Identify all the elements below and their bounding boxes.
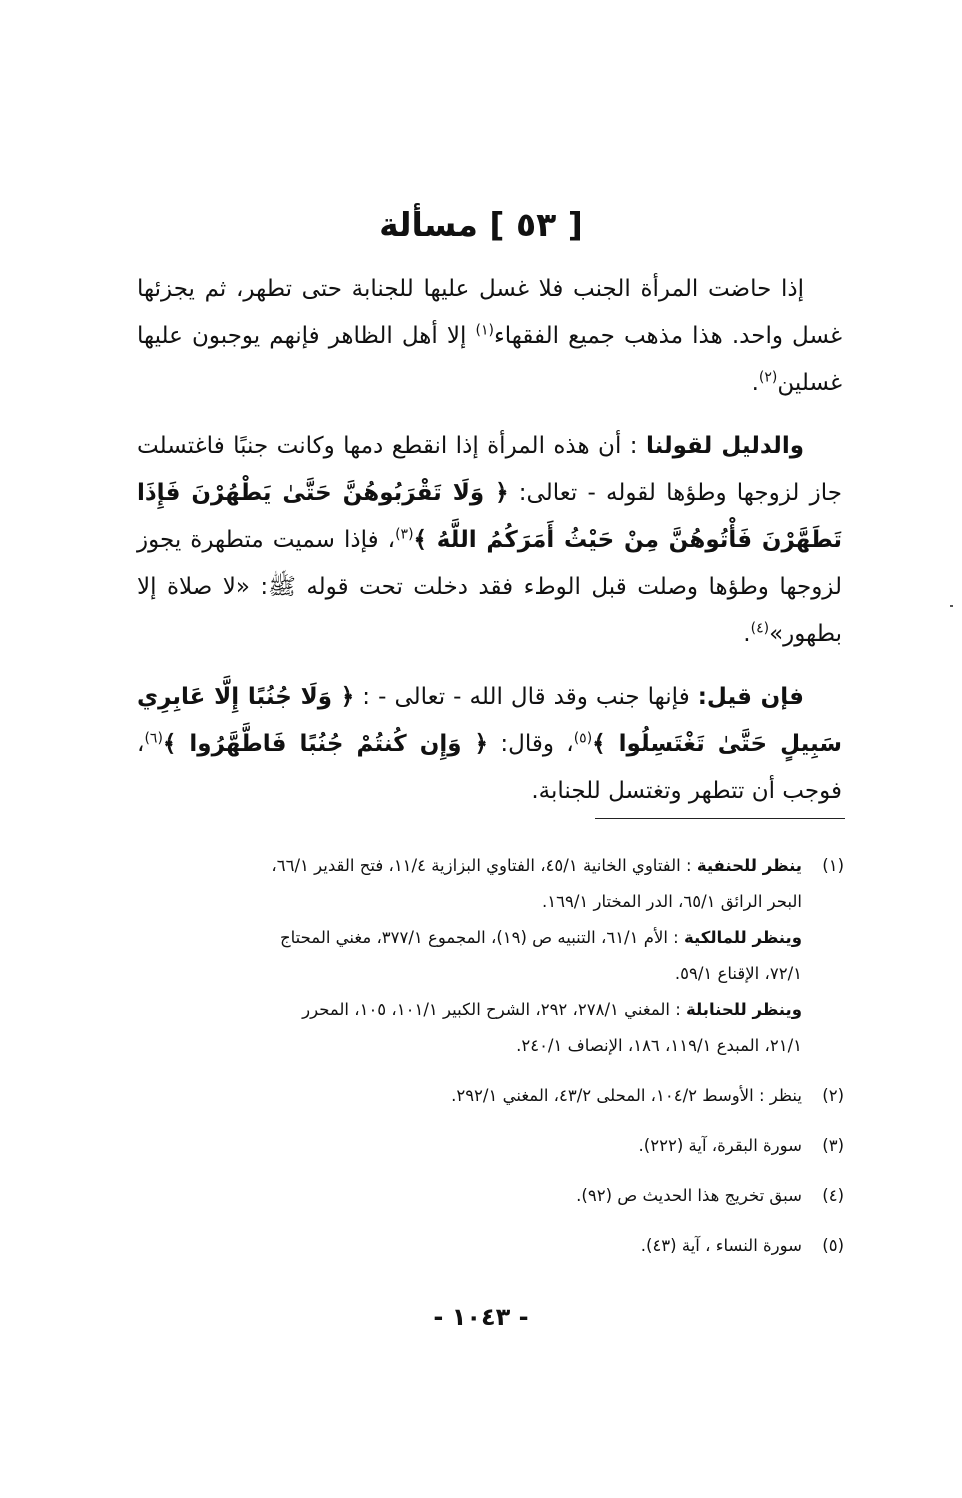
quran-verse-3: ﴿ وَإِن كُنتُمْ جُنُبًا فَاطَّهَّرُوا ﴾ bbox=[162, 731, 489, 757]
footnotes bbox=[132, 848, 844, 1278]
footnote-text: سورة النساء ، آية (٤٣). bbox=[640, 1236, 802, 1255]
paragraph-2-end: . bbox=[743, 621, 751, 647]
paragraph-2-text-a: : أن هذه المرأة إذا انقطع دمها وكانت جنبًا فاغتسلت جاز لزوجها وطؤها لقوله - تعالى: bbox=[137, 433, 842, 506]
footnote-separator bbox=[595, 818, 845, 819]
footnote-line-text: : المغني ٢٧٨/١، ٢٩٢، الشرح الكبير ١٠١/١، ١٠٥، المحرر bbox=[302, 1000, 687, 1019]
scan-mark bbox=[950, 605, 953, 607]
footnote-line-text: ٧٢/١، الإقناع ٥٩/١. bbox=[674, 964, 802, 983]
quran-verse-2: ﴿ وَلَا جُنُبًا إِلَّا عَابِرِي سَبِيلٍ حَتَّىٰ تَغْتَسِلُوا ﴾ bbox=[137, 684, 842, 757]
paragraph-2-lead: والدليل لقولنا bbox=[645, 433, 805, 459]
footnote-text: ينظر : الأوسط ١٠٤/٢، المحلى ٤٣/٢، المغني ٢٩٢/١. bbox=[451, 1086, 802, 1105]
footnote-line bbox=[132, 848, 802, 884]
paragraph-3-text-b: ، وقال: bbox=[488, 731, 574, 757]
footnote-ref-1: (١) bbox=[475, 322, 494, 339]
footnote-number: (٤) bbox=[822, 1186, 844, 1205]
quran-verse-1: ﴿ وَلَا تَقْرَبُوهُنَّ حَتَّىٰ يَطْهُرْنَ فَإِذَا تَطَهَّرْنَ فَأْتُوهُنَّ مِنْ حَيْثُ أَمَرَكُمُ اللَّهُ ﴾ bbox=[137, 480, 842, 553]
main-text bbox=[137, 266, 842, 831]
paragraph-3 bbox=[137, 674, 842, 815]
footnote-text: سورة البقرة، آية (٢٢٢). bbox=[638, 1136, 802, 1155]
footnote-text: سبق تخريج هذا الحديث ص (٩٢). bbox=[576, 1186, 802, 1205]
footnote-ref-6: (٦) bbox=[144, 730, 163, 747]
footnote-5 bbox=[132, 1228, 844, 1264]
page-number: - ١٠٤٣ - bbox=[433, 1303, 529, 1331]
footnote-lead: ينظر للحنفية bbox=[696, 856, 802, 875]
footnote-line bbox=[132, 956, 802, 992]
paragraph-1 bbox=[137, 266, 842, 407]
footnote-lead: وينظر للحنابلة bbox=[686, 1000, 802, 1019]
footnote-line bbox=[132, 920, 802, 956]
footnote-ref-3: (٣) bbox=[395, 526, 414, 543]
footnote-1 bbox=[132, 848, 844, 1064]
issue-heading: [ ٥٣ ] مسألة bbox=[379, 205, 583, 244]
footnote-line-text: البحر الرائق ٦٥/١، الدر المختار ١٦٩/١. bbox=[542, 892, 802, 911]
paragraph-1-text-b: إلا أهل الظاهر فإنهم يوجبون عليها غسلين bbox=[137, 323, 842, 396]
footnote-line bbox=[132, 992, 802, 1028]
paragraph-2 bbox=[137, 423, 842, 658]
footnote-ref-2: (٢) bbox=[758, 369, 778, 386]
footnote-number: (٢) bbox=[822, 1086, 844, 1105]
paragraph-1-text-a: إذا حاضت المرأة الجنب فلا غسل عليها للجنابة حتى تطهر، ثم يجزئها غسل واحد. هذا مذهب جميع الفقهاء bbox=[137, 276, 842, 349]
footnote-line bbox=[132, 884, 802, 920]
footnote-line-text: : الفتاوي الخانية ٤٥/١، الفتاوي البزازية ١١/٤، فتح القدير ٦٦/١، bbox=[271, 856, 697, 875]
paragraph-2-text-b: ، فإذا سميت متطهرة يجوز لزوجها وطؤها وصلت قبل الوطء فقد دخلت تحت قوله ﷺ: «لا صلاة إلا بطهور» bbox=[137, 527, 842, 647]
footnote-lead: وينظر للمالكية bbox=[684, 928, 802, 947]
paragraph-1-end: . bbox=[751, 370, 759, 396]
paragraph-3-text-a: فإنها جنب وقد قال الله - تعالى - : bbox=[354, 684, 698, 710]
footnote-line-text: : الأم ٦١/١، التنبيه ص (١٩)، المجموع ٣٧٧/١، مغني المحتاج bbox=[279, 928, 684, 947]
footnote-number: (٥) bbox=[822, 1236, 844, 1255]
footnote-4 bbox=[132, 1178, 844, 1214]
paragraph-3-text-c: ، فوجب أن تتطهر وتغتسل للجنابة. bbox=[137, 731, 842, 804]
footnote-2 bbox=[132, 1078, 844, 1114]
footnote-line bbox=[132, 1028, 802, 1064]
paragraph-3-lead: فإن قيل: bbox=[697, 684, 804, 710]
footnote-text bbox=[132, 848, 802, 1064]
footnote-ref-4: (٤) bbox=[750, 620, 770, 637]
footnote-3 bbox=[132, 1128, 844, 1164]
footnote-ref-5: (٥) bbox=[573, 730, 593, 747]
footnote-number: (٣) bbox=[822, 1136, 844, 1155]
footnote-line-text: ٢١/١، المبدع ١١٩/١، ١٨٦، الإنصاف ٢٤٠/١. bbox=[516, 1036, 802, 1055]
footnote-number: (١) bbox=[822, 856, 844, 875]
